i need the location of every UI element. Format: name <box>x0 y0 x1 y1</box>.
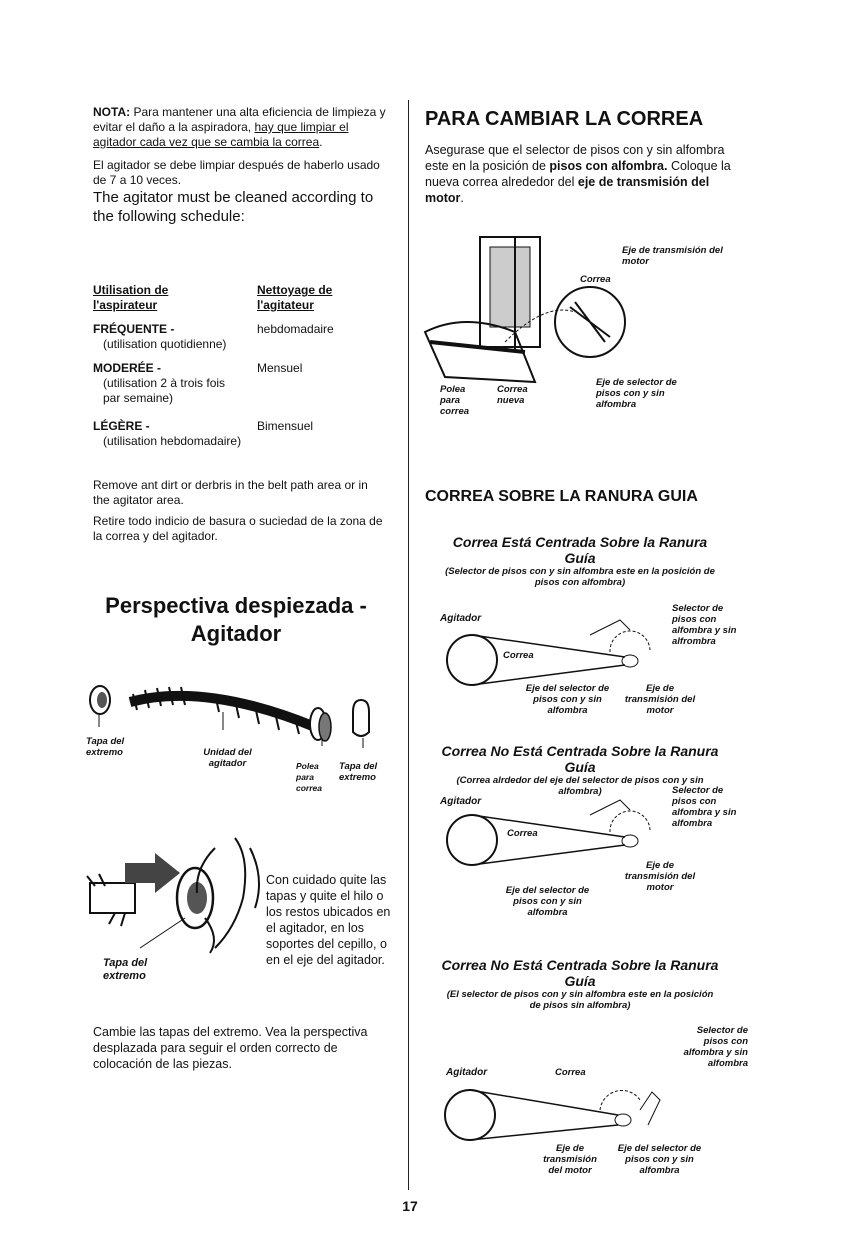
schedule-row-detail: (utilisation 2 à trois fois par semaine) <box>103 376 226 405</box>
d2-selector-label: Selector de pisos con alfombra y sin alfombra <box>672 785 737 829</box>
d1-correa-label: Correa <box>503 650 534 661</box>
schedule-col1-header: Utilisation de l'aspirateur <box>93 283 169 312</box>
d3-agitador-label: Agitador <box>446 1067 488 1078</box>
careful-removal-paragraph: Con cuidado quite las tapas y quite el hilo o los restos ubicados en el agitador, en los soportes del cepillo, o en el eje del agitador. <box>266 873 391 967</box>
intro-text-1: Asegurase que el selector de pisos con y sin alfombra este en la posición de <box>425 143 725 173</box>
replace-caps-paragraph: Cambie las tapas del extremo. Vea la perspectiva desplazada para seguir el orden correcto de colocación de las piezas. <box>93 1025 368 1071</box>
nota-underlined: hay que limpiar el agitador cada vez que se cambia la correa <box>93 120 349 149</box>
d1-agitador-label: Agitador <box>440 613 482 624</box>
end-cap-icon <box>177 868 213 928</box>
d1-eje-trans-label: Eje de transmisión del motor <box>624 683 696 716</box>
retire-dirt-paragraph: Retire todo indicio de basura o suciedad de la zona de la correa y del agitador. <box>93 514 383 543</box>
belt-guide-subheading: CORREA SOBRE LA RANURA GUIA <box>425 488 698 505</box>
exploded-label-polea: Polea para correa <box>296 761 322 793</box>
nota-paragraph <box>93 105 393 150</box>
schedule-col2-header: Nettoyage de l'agitateur <box>257 283 333 312</box>
end-cap-removal-figure <box>85 838 265 958</box>
d3-header <box>440 957 720 1011</box>
d2-eje-trans-label: Eje de transmisión del motor <box>624 860 696 893</box>
d1-title: Correa Está Centrada Sobre la Ranura Guía <box>452 534 708 566</box>
d3-subtitle: (El selector de pisos con y sin alfombra este en la posición de pisos sin alfombra) <box>446 989 714 1011</box>
d2-agitador-label: Agitador <box>440 796 482 807</box>
change-belt-title: PARA CAMBIAR LA CORREA <box>425 108 704 130</box>
fig1-eje-trans-label: Eje de transmisión del motor <box>622 245 723 267</box>
fig1-eje-sel-label: Eje de selector de pisos con y sin alfombra <box>596 377 677 410</box>
schedule-row-freq: Mensuel <box>257 361 303 375</box>
fig1-correa-nueva-label: Correa nueva <box>497 384 528 406</box>
d3-correa-label: Correa <box>555 1067 586 1078</box>
page-number: 17 <box>402 1198 418 1214</box>
d2-subtitle: (Correa alrdedor del eje del selector de pisos con y sin alfombra) <box>456 775 704 797</box>
end-cap-right-icon <box>353 700 369 736</box>
belt-zoom-circle-icon <box>555 287 625 357</box>
intro-text-2: Coloque la nueva correa alrededor del <box>425 159 731 189</box>
schedule-row-freq: hebdomadaire <box>257 322 334 336</box>
fig1-correa-label: Correa <box>580 274 611 285</box>
schedule-intro: The agitator must be cleaned according to the following schedule: <box>93 189 374 225</box>
d1-subtitle: (Selector de pisos con y sin alfombra este en la posición de pisos con alfombra) <box>445 566 715 588</box>
d2-eje-sel-label: Eje del selector de pisos con y sin alfombra <box>505 885 590 918</box>
d3-eje-sel-label: Eje del selector de pisos con y sin alfombra <box>617 1143 702 1176</box>
end-cap-left-icon <box>90 686 110 714</box>
schedule-row-detail: (utilisation hebdomadaire) <box>103 434 242 448</box>
d3-title: Correa No Está Centrada Sobre la Ranura Guía <box>441 957 719 989</box>
agitator-unit-icon <box>130 687 326 740</box>
end-cap-caption: Tapa del extremo <box>103 957 148 982</box>
exploded-label-tapa1: Tapa del extremo <box>86 736 125 758</box>
change-belt-intro <box>425 142 735 206</box>
exploded-view-heading: Perspectiva despiezada - Agitador <box>105 593 367 646</box>
agitator-cleaning-paragraph: El agitador se debe limpiar después de haberlo usado de 7 a 10 veces. <box>93 158 380 187</box>
schedule-row-level: LÉGÈRE - <box>93 419 150 433</box>
d3-eje-trans-label: Eje de transmisión del motor <box>543 1143 597 1176</box>
pulley-icon <box>319 713 331 741</box>
d2-correa-label: Correa <box>507 828 538 839</box>
nota-label: NOTA: <box>93 105 131 119</box>
schedule-row-freq: Bimensuel <box>257 419 314 433</box>
left-column <box>93 105 393 226</box>
intro-text-3: . <box>460 191 464 205</box>
d2-title: Correa No Está Centrada Sobre la Ranura Guía <box>441 743 719 775</box>
exploded-label-unidad: Unidad del agitador <box>203 747 252 769</box>
column-divider <box>408 100 409 1190</box>
remove-dirt-paragraph: Remove ant dirt or derbris in the belt path area or in the agitator area. <box>93 478 368 507</box>
intro-bold-2: eje de transmisión del motor <box>425 175 710 205</box>
exploded-label-tapa2: Tapa del extremo <box>339 761 378 783</box>
schedule-row-level: MODERÉE - <box>93 361 162 375</box>
vacuum-belt-figure <box>425 232 625 392</box>
schedule-row-level: FRÉQUENTE - <box>93 322 175 336</box>
fig1-polea-label: Polea para correa <box>440 384 470 417</box>
d3-selector-label: Selector de pisos con alfombra y sin alfombra <box>683 1025 748 1069</box>
schedule-row-detail: (utilisation quotidienne) <box>103 337 227 351</box>
arrow-icon <box>125 853 180 893</box>
d1-header <box>445 534 715 588</box>
d1-selector-label: Selector de pisos con alfombra y sin alfrombra <box>672 603 737 647</box>
intro-bold-1: pisos con alfombra. <box>549 159 668 173</box>
vacuum-body-icon <box>480 237 540 352</box>
d1-eje-sel-label: Eje del selector de pisos con y sin alfombra <box>525 683 610 716</box>
nota-text: Para mantener una alta eficiencia de limpieza y evitar el daño a la aspiradora, <box>93 105 386 134</box>
d3-belt-diagram <box>440 1070 740 1150</box>
nota-end: . <box>319 135 323 149</box>
